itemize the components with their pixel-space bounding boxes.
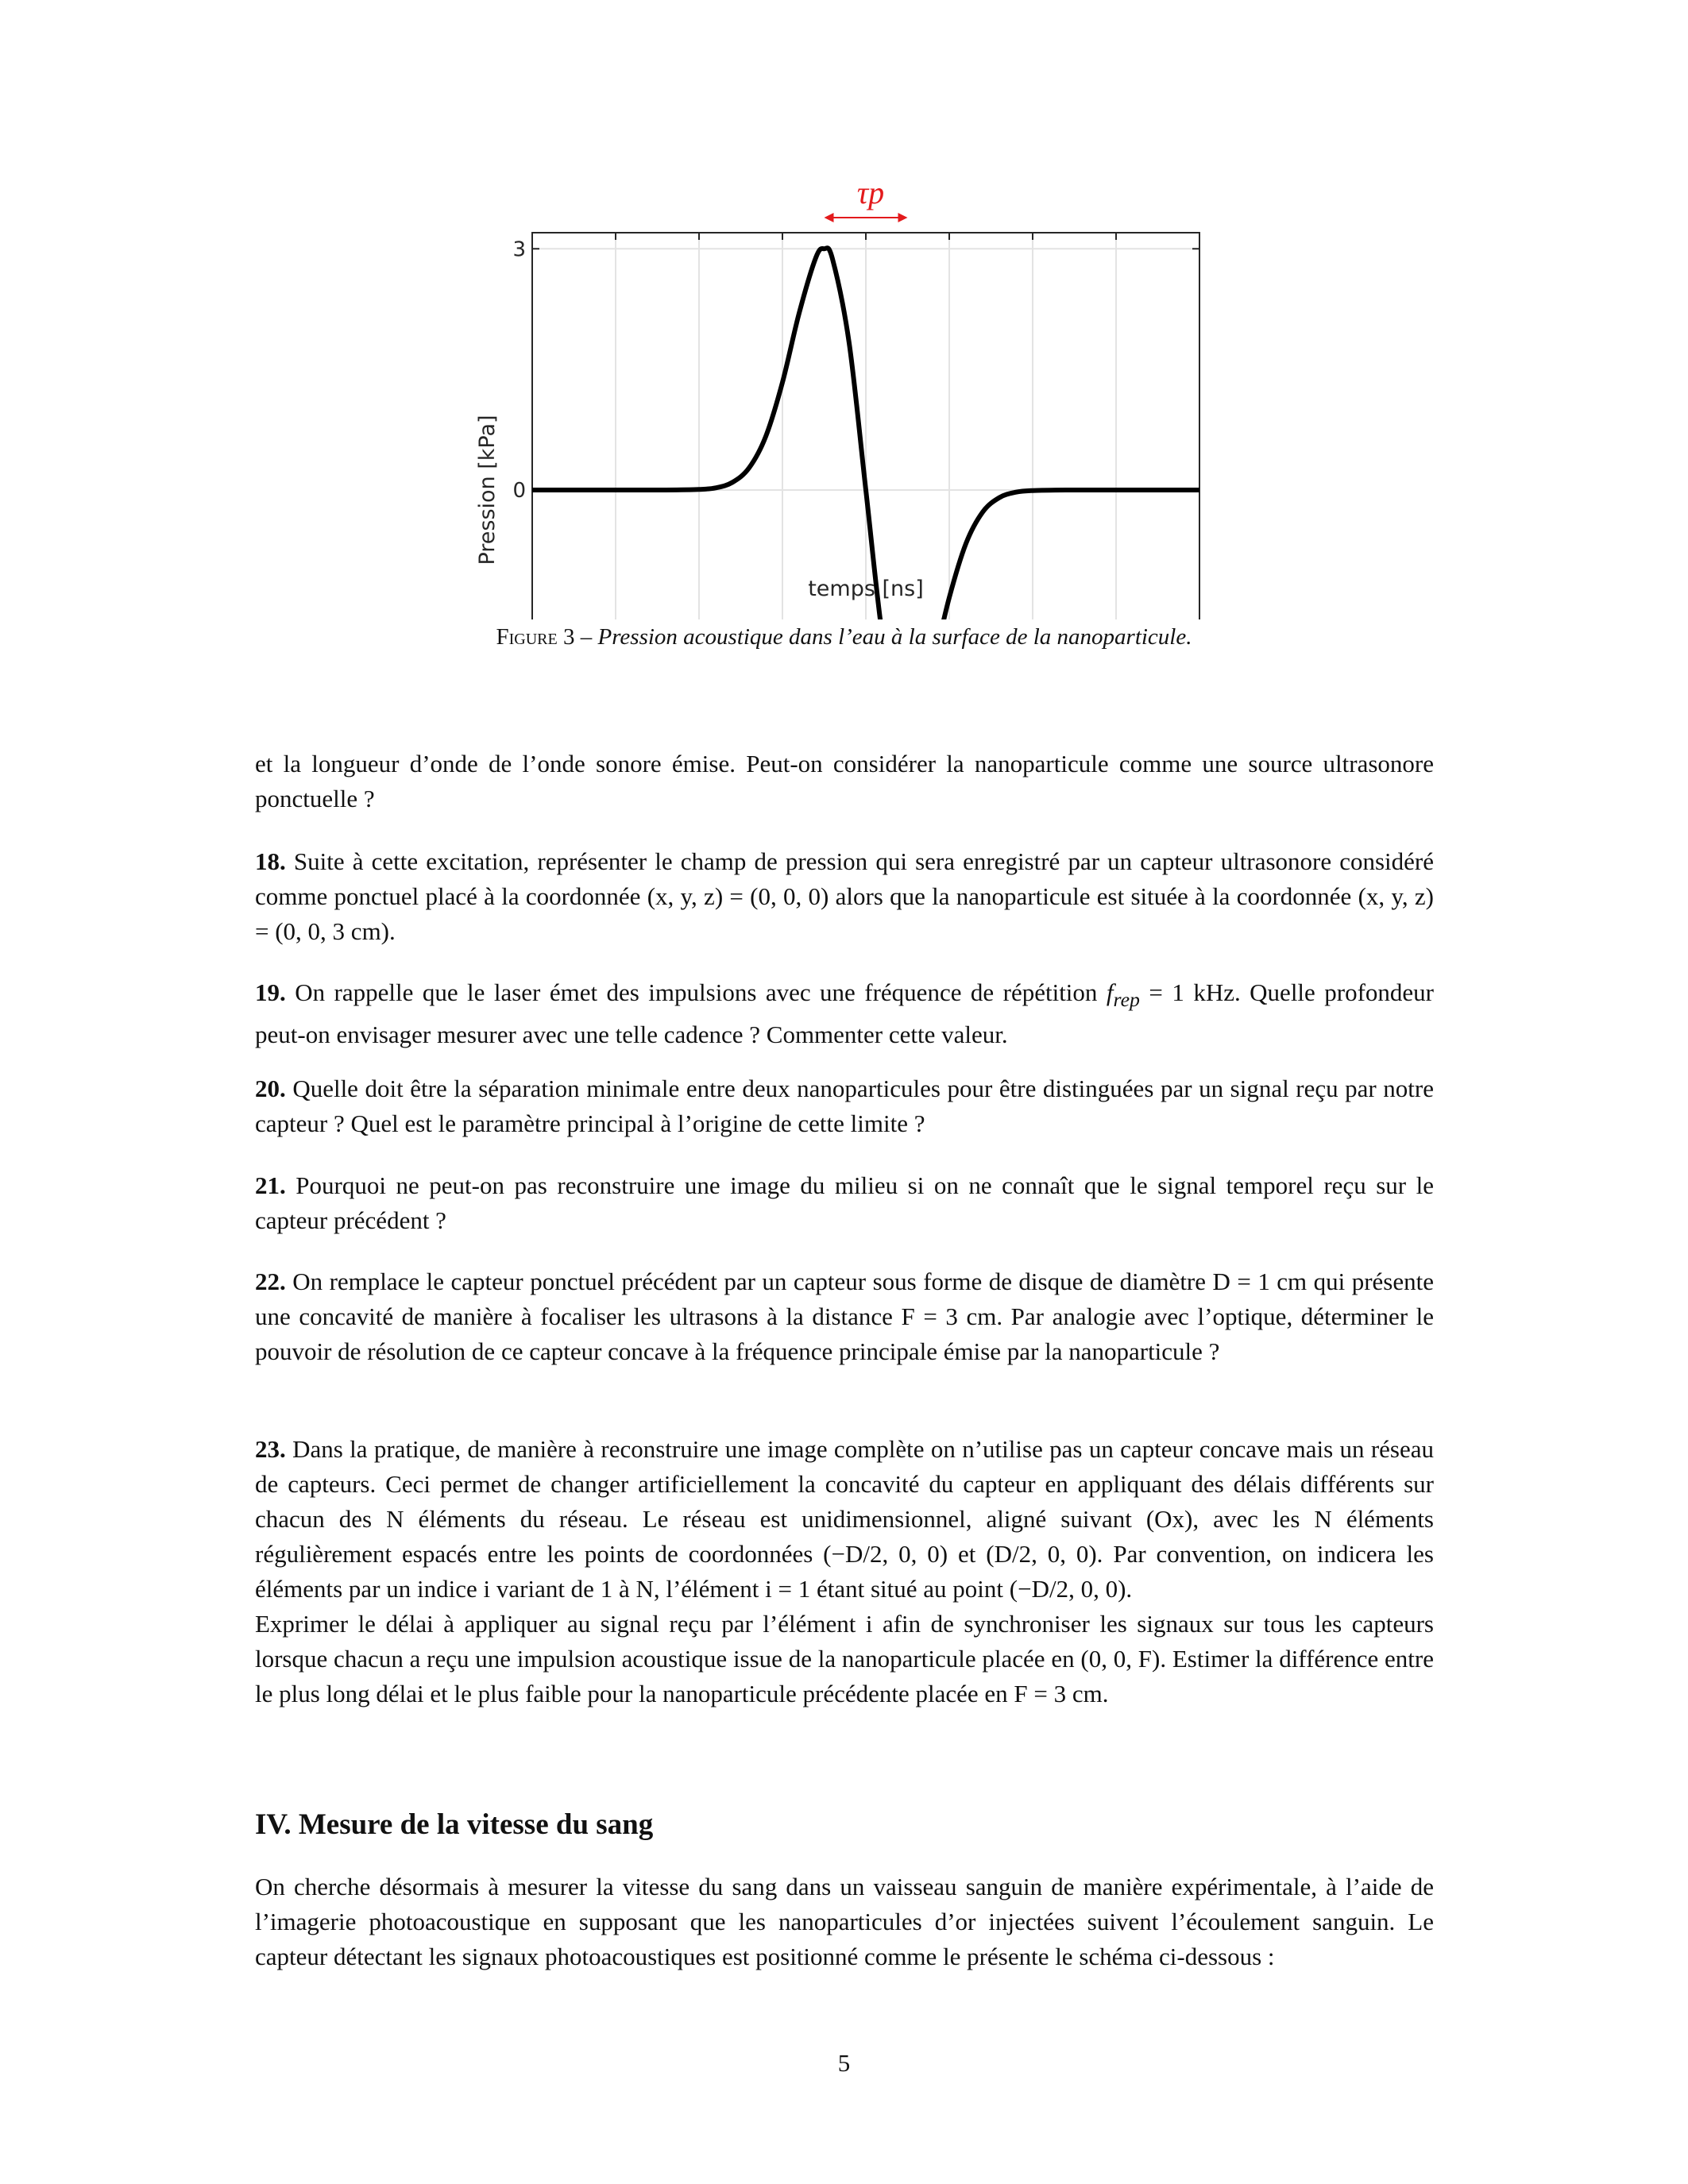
page-number: 5	[837, 2049, 851, 2077]
x-axis-label: temps [ns]	[808, 577, 924, 601]
tau-p-label: τp	[856, 175, 885, 210]
y-axis-label: Pression [kPa]	[475, 415, 500, 565]
question-text: Dans la pratique, de manière à reconstruire une image complète on n’utilise pas un capteur concave mais un réseau de capteurs. Ceci permet de changer artificiellement la concavité du capteur en appliquant des délais différents sur chacun des N éléments du réseau. Le réseau est unidimensionnel, aligné suivant (Ox), avec les N éléments régulièrement espacés entre les points de coordonnées (−D/2, 0, 0) et (D/2, 0, 0). Par convention, on indicera les éléments par un indice i variant de 1 à N, l’élément i = 1 étant situé au point (−D/2, 0, 0).	[255, 1435, 1434, 1603]
question-18	[255, 844, 1434, 949]
question-number: 20.	[255, 1075, 286, 1102]
question-text: Pourquoi ne peut-on pas reconstruire une image du milieu si on ne connaît que le signal temporel reçu sur le capteur précédent ?	[255, 1171, 1434, 1234]
question-23	[255, 1432, 1434, 1711]
figure-caption	[0, 624, 1688, 650]
arrowhead-left-icon	[825, 213, 834, 222]
paragraph-q17-end: et la longueur d’onde de l’onde sonore émise. Peut-on considérer la nanoparticule comme une source ultrasonore ponctuelle ?	[255, 750, 1434, 812]
f-symbol: f	[1106, 978, 1114, 1006]
f-subscript: rep	[1113, 988, 1140, 1012]
pressure-chart	[0, 0, 1688, 619]
question-22	[255, 1264, 1434, 1369]
chart-grid	[532, 233, 1199, 619]
question-number: 22.	[255, 1268, 286, 1295]
question-19	[255, 975, 1434, 1052]
question-number: 21.	[255, 1171, 286, 1199]
section-heading: IV. Mesure de la vitesse du sang	[255, 1808, 654, 1841]
question-text: Quelle doit être la séparation minimale entre deux nanoparticules pour être distinguées par un signal reçu par notre capteur ? Quel est le paramètre principal à l’origine de cette limite ?	[255, 1075, 1434, 1137]
y-tick-label: 0	[512, 479, 526, 503]
question-text-2: Exprimer le délai à appliquer au signal reçu par l’élément i afin de synchroniser les signaux sur tous les capteurs lorsque chacun a reçu une impulsion acoustique issue de la nanoparticule placée en (0, 0, F). Estimer la différence entre le plus long délai et le plus faible pour la nanoparticule précédente placée en F = 3 cm.	[255, 1610, 1434, 1707]
question-text: On remplace le capteur ponctuel précédent par un capteur sous forme de disque de diamètre D = 1 cm qui présente une concavité de manière à focaliser les ultrasons à la distance F = 3 cm. Par analogie avec l’optique, déterminer le pouvoir de résolution de ce capteur concave à la fréquence principale émise par la nanoparticule ?	[255, 1268, 1435, 1365]
caption-separator: –	[574, 624, 598, 650]
arrowhead-right-icon	[898, 213, 908, 222]
tau-p-annotation	[825, 175, 908, 222]
section-intro: On cherche désormais à mesurer la vitesse du sang dans un vaisseau sanguin de manière expérimentale, à l’aide de l’imagerie photoacoustique en supposant que les nanoparticules d’or injectées suivent l’écoulement sanguin. Le capteur détectant les signaux photoacoustiques est positionné comme le présente le schéma ci-dessous :	[255, 1873, 1434, 1970]
question-text: On rappelle que le laser émet des impulsions avec une fréquence de répétition	[295, 978, 1107, 1006]
question-number: 18.	[255, 847, 286, 875]
question-20	[255, 1071, 1434, 1141]
figure-caption-text: Pression acoustique dans l’eau à la surface de la nanoparticule.	[597, 624, 1192, 650]
question-number: 23.	[255, 1435, 286, 1463]
figure-label: Figure 3	[496, 624, 575, 650]
question-text: Suite à cette excitation, représenter le champ de pression qui sera enregistré par un capteur ultrasonore considéré comme ponctuel placé à la coordonnée (x, y, z) = (0, 0, 0) alors que la nanoparticule est située à la coordonnée (x, y, z) = (0, 0, 3 cm).	[255, 847, 1435, 945]
question-text-cont: = 1 kHz. Quelle profondeur peut-on envisager mesurer avec une telle cadence ? Commenter cette valeur.	[255, 978, 1434, 1049]
question-21	[255, 1168, 1434, 1238]
question-number: 19.	[255, 978, 286, 1006]
y-tick-label: 3	[512, 237, 526, 262]
